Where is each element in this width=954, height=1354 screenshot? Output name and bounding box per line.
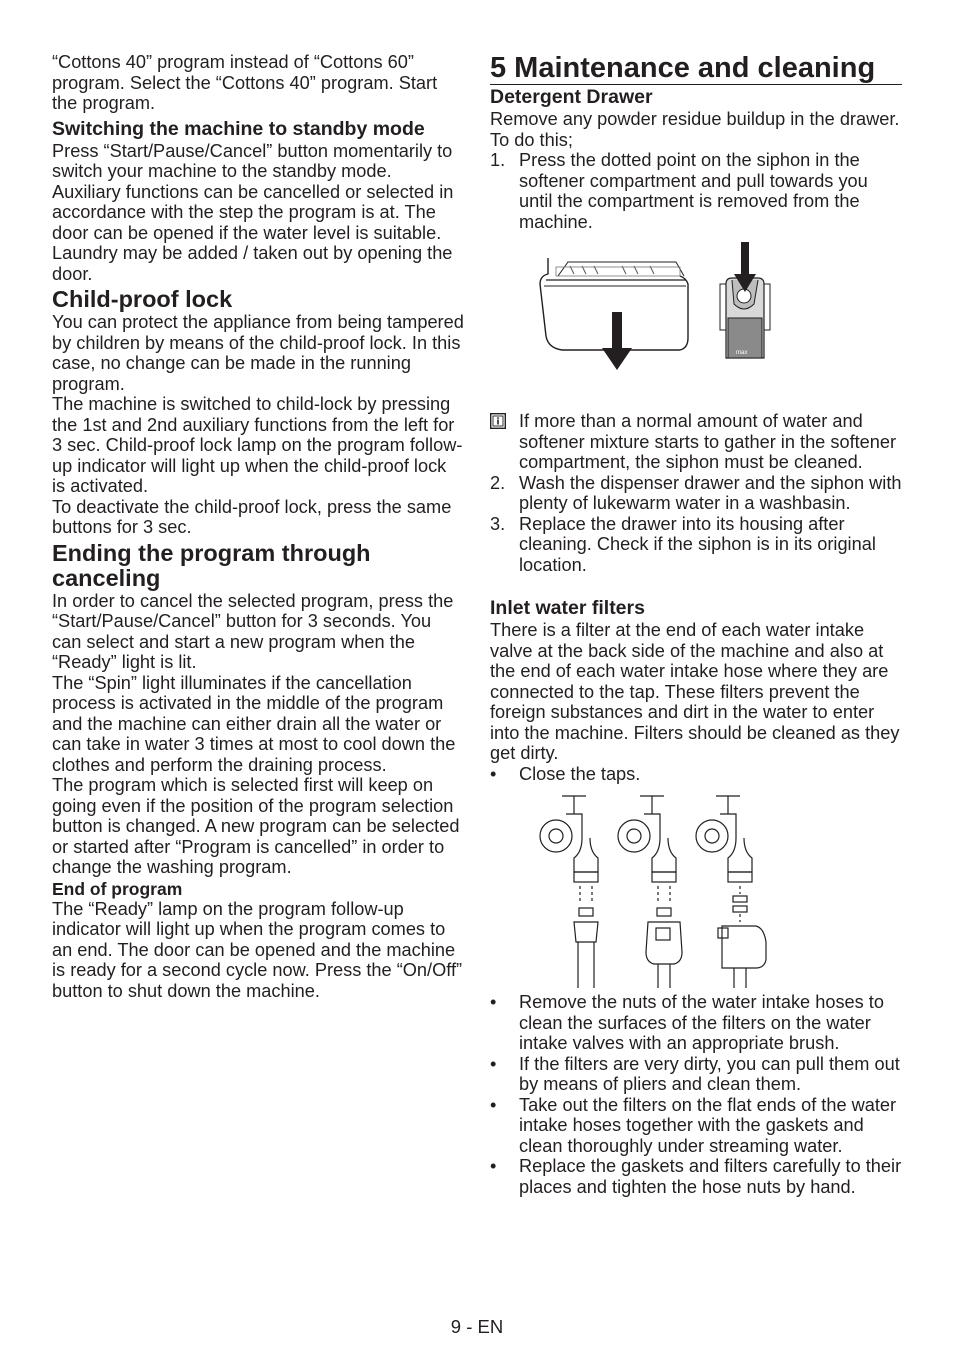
- step-number: 2.: [490, 472, 506, 493]
- child-lock-paragraph-3: To deactivate the child-proof lock, press the same buttons for 3 sec.: [52, 496, 452, 537]
- end-of-program-paragraph: The “Ready” lamp on the program follow-up indicator will light up when the program comes to an end. The door can be opened and the machine is ready for a second cycle now. Press the “On/Off” button to shut down the machine.: [52, 898, 463, 1001]
- filters-bullet: [490, 992, 902, 1054]
- intro-paragraph: “Cottons 40” program instead of “Cottons 60” program. Select the “Cottons 40” program. Start the program.: [52, 52, 438, 113]
- bullet-marker: •: [490, 992, 497, 1012]
- child-lock-heading: Child-proof lock: [52, 286, 233, 312]
- filters-bullet-list-2: [490, 992, 902, 1197]
- info-note: [490, 411, 902, 473]
- ending-paragraph-1: In order to cancel the selected program, press the “Start/Pause/Cancel” button for 3 seconds. You can select and start a new program when the “Ready” light is lit.: [52, 590, 454, 672]
- bullet-text: Remove the nuts of the water intake hoses to clean the surfaces of the filters on the water intake valves with an appropriate brush.: [519, 992, 884, 1053]
- ending-paragraph-2: The “Spin” light illuminates if the cancellation process is activated in the middle of the program and the machine can either drain all the water or can take in water 3 times at most to cool down the clothes and perform the draining process.: [52, 672, 456, 775]
- bullet-text: If the filters are very dirty, you can pull them out by means of pliers and clean them.: [519, 1053, 900, 1094]
- siphon-label: max: [736, 350, 748, 356]
- bullet-marker: •: [490, 1094, 497, 1115]
- bullet-text: Take out the filters on the flat ends of the water intake hoses together with the gaskets and clean thoroughly under streaming water.: [519, 1094, 897, 1156]
- bullet-marker: •: [490, 1156, 497, 1176]
- filters-bullet: [490, 1054, 902, 1095]
- drawer-steps-list: [490, 150, 902, 232]
- note-text: If more than a normal amount of water and softener mixture starts to gather in the softener compartment, the siphon must be cleaned.: [519, 411, 897, 472]
- drawer-siphon-illustration: [490, 240, 902, 405]
- child-lock-paragraph-1: You can protect the appliance from being tampered by children by means of the child-proof lock. In this case, no change can be made in the running program.: [52, 312, 464, 394]
- bullet-text: Replace the gaskets and filters carefully to their places and tighten the hose nuts by hand.: [519, 1156, 902, 1197]
- filters-intro: There is a filter at the end of each water intake valve at the back side of the machine and also at the end of each water intake hose where they are connected to the tap. These filters prevent the foreign substances and dirt in the water to enter into the machine. Filters should be cleaned as they get dirty.: [490, 620, 900, 763]
- filters-bullet: [490, 764, 902, 785]
- bullet-marker: •: [490, 1053, 497, 1074]
- filters-bullet-list-1: [490, 764, 902, 785]
- bullet-marker: •: [490, 763, 497, 784]
- step-text: Wash the dispenser drawer and the siphon with plenty of lukewarm water in a washbasin.: [519, 472, 902, 513]
- right-column: [490, 52, 902, 1197]
- taps-filters-illustration: [490, 792, 902, 992]
- step-text: Press the dotted point on the siphon in the softener compartment and pull towards you until the compartment is removed from the machine.: [519, 150, 868, 232]
- inlet-filters-heading: Inlet water filters: [490, 597, 645, 619]
- drawer-step-3: [490, 514, 902, 576]
- page-number: 9 - EN: [450, 1316, 504, 1337]
- detergent-drawer-heading: Detergent Drawer: [490, 86, 653, 108]
- drawer-intro: Remove any powder residue buildup in the drawer. To do this;: [490, 109, 900, 150]
- standby-paragraph: Press “Start/Pause/Cancel” button momentarily to switch your machine to the standby mode. Auxiliary functions can be cancelled or selected in accordance with the step the program is at. The door can be opened if the water level is suitable. Laundry may be added / taken out by opening the door.: [52, 140, 454, 284]
- drawer-step-1: [490, 150, 902, 232]
- step-number: 1.: [490, 150, 506, 170]
- step-text: Replace the drawer into its housing after cleaning. Check if the siphon is in its original location.: [519, 513, 876, 575]
- drawer-step-2: [490, 473, 902, 514]
- drawer-steps-list-2: [490, 473, 902, 576]
- child-lock-paragraph-2: The machine is switched to child-lock by pressing the 1st and 2nd auxiliary functions from the left for 3 sec. Child-proof lock lamp on the program follow-up indicator will light up when the child-proof lock is activated.: [52, 394, 463, 496]
- ending-program-heading: Ending the program through canceling: [52, 539, 371, 591]
- ending-paragraph-3: The program which is selected first will keep on going even if the position of the program selection button is changed. A new program can be selected or started after “Program is cancelled” in order to change the washing program.: [52, 775, 460, 877]
- section-title: 5 Maintenance and cleaning: [490, 52, 902, 85]
- info-icon: [490, 413, 506, 429]
- filters-bullet: [490, 1156, 902, 1197]
- left-column: [52, 52, 464, 1001]
- step-number: 3.: [490, 513, 506, 534]
- end-of-program-heading: End of program: [52, 878, 183, 899]
- filters-bullet: [490, 1095, 902, 1157]
- bullet-text: Close the taps.: [519, 763, 641, 784]
- standby-heading: Switching the machine to standby mode: [52, 117, 425, 140]
